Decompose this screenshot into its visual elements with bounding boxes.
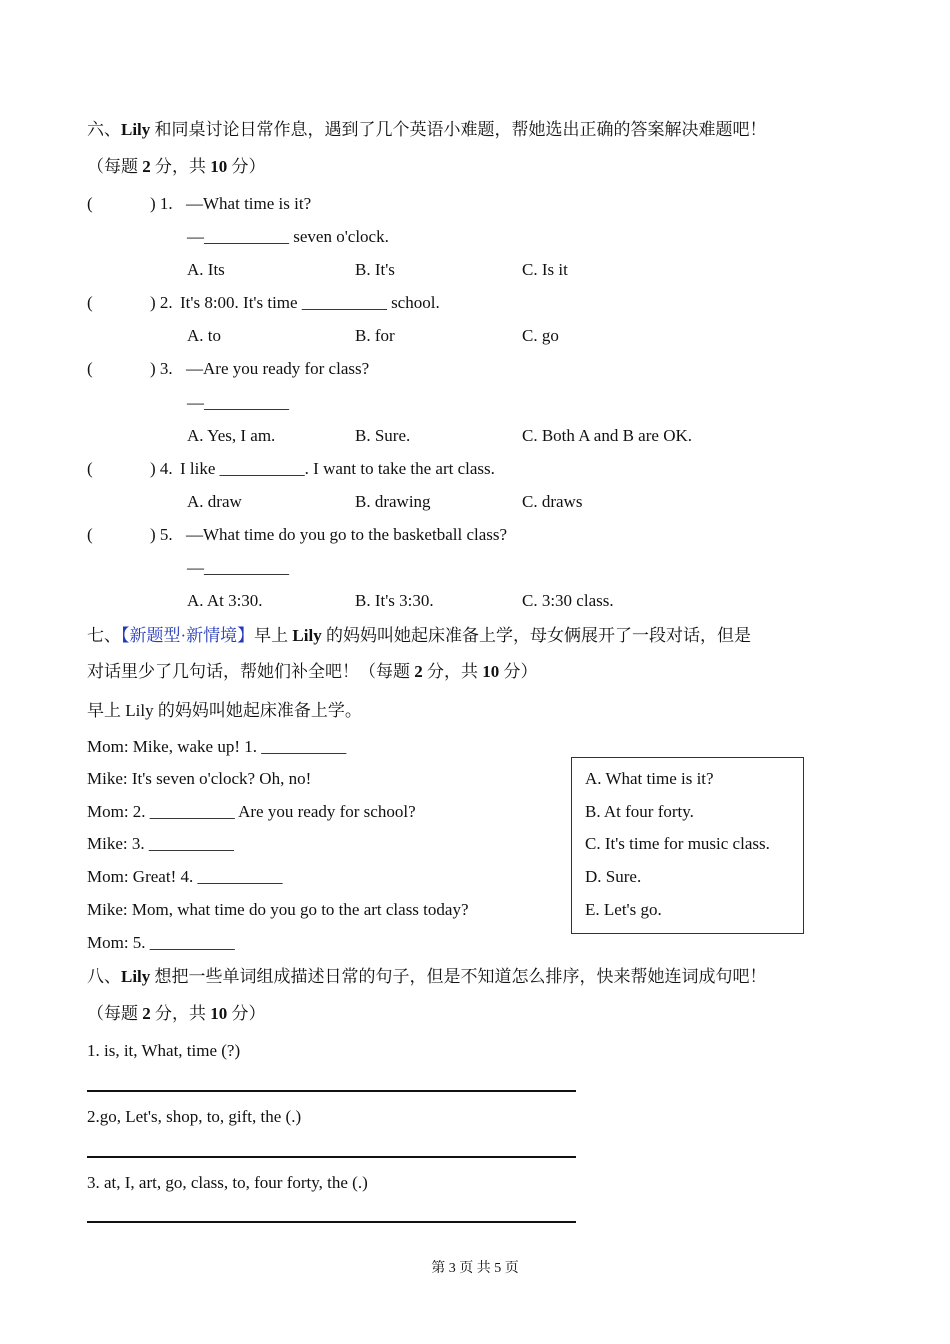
dialog-line: Mike: 3. __________ [87,834,234,853]
option-b: B. It's 3:30. [355,591,434,610]
question-line2: —__________ seven o'clock. [187,227,389,246]
answer-line[interactable] [87,1221,576,1223]
dialog-line: Mom: 5. __________ [87,933,235,952]
question-line2: —__________ [187,558,289,577]
option-b: B. It's [355,260,395,279]
answer-paren-open[interactable]: ( [87,194,93,213]
option-c: C. 3:30 class. [522,591,614,610]
question-stem: —What time is it? [186,194,312,213]
question-number: ) 3. [150,359,173,378]
question-stem: I like __________. I want to take the art class. [180,459,495,478]
option-a: A. draw [187,492,242,511]
option-a: A. to [187,326,221,345]
answer-line[interactable] [87,1156,576,1158]
option-item: E. Let's go. [585,900,662,919]
section7-title: 七、【新题型·新情境】早上 Lily 的妈妈叫她起床准备上学，母女俩展开了一段对话，但是 [87,626,751,645]
option-item: D. Sure. [585,867,642,886]
option-a: A. Its [187,260,225,279]
reorder-item: 2.go, Let's, shop, to, gift, the (.) [87,1107,302,1126]
reorder-item: 1. is, it, What, time (?) [87,1041,241,1060]
option-a: A. Yes, I am. [187,426,276,445]
option-item: B. At four forty. [585,802,694,821]
dialog-line: Mom: Mike, wake up! 1. __________ [87,737,347,756]
section7-context: 早上 Lily 的妈妈叫她起床准备上学。 [87,701,362,720]
option-item: C. It's time for music class. [585,834,770,853]
question-number: ) 1. [150,194,173,213]
answer-paren-open[interactable]: ( [87,359,93,378]
dialog-line: Mike: Mom, what time do you go to the art class today? [87,900,469,919]
section7-tag: 【新题型·新情境】 [121,626,255,645]
section6-title: 六、Lily 和同桌讨论日常作息，遇到了几个英语小难题，帮她选出正确的答案解决难题吧！ [87,120,767,139]
option-c: C. Both A and B are OK. [522,426,692,445]
answer-paren-open[interactable]: ( [87,525,93,544]
section6-score: （每题 2 分，共 10 分） [87,157,266,176]
option-c: C. draws [522,492,583,511]
question-stem: —Are you ready for class? [186,359,370,378]
section8-score: （每题 2 分，共 10 分） [87,1004,266,1023]
answer-line[interactable] [87,1090,576,1092]
option-a: A. At 3:30. [187,591,263,610]
answer-paren-open[interactable]: ( [87,459,93,478]
option-b: B. Sure. [355,426,411,445]
section7-title-line2: 对话里少了几句话，帮她们补全吧！（每题 2 分，共 10 分） [87,662,538,681]
option-item: A. What time is it? [585,769,714,788]
question-number: ) 4. [150,459,173,478]
page-footer: 第 3 页 共 5 页 [431,1261,519,1276]
question-stem: It's 8:00. It's time __________ school. [180,293,440,312]
question-number: ) 5. [150,525,173,544]
dialog-line: Mom: Great! 4. __________ [87,867,283,886]
option-c: C. Is it [522,260,568,279]
option-b: B. drawing [355,492,431,511]
options-box [571,757,804,934]
answer-paren-open[interactable]: ( [87,293,93,312]
option-b: B. for [355,326,395,345]
reorder-item: 3. at, I, art, go, class, to, four forty, the (.) [87,1173,368,1192]
question-line2: —__________ [187,393,289,412]
question-number: ) 2. [150,293,173,312]
dialog-line: Mom: 2. __________ Are you ready for school? [87,802,416,821]
dialog-line: Mike: It's seven o'clock? Oh, no! [87,769,312,788]
option-c: C. go [522,326,559,345]
question-stem: —What time do you go to the basketball class? [186,525,508,544]
section8-title: 八、Lily 想把一些单词组成描述日常的句子，但是不知道怎么排序，快来帮她连词成句吧！ [87,967,767,986]
